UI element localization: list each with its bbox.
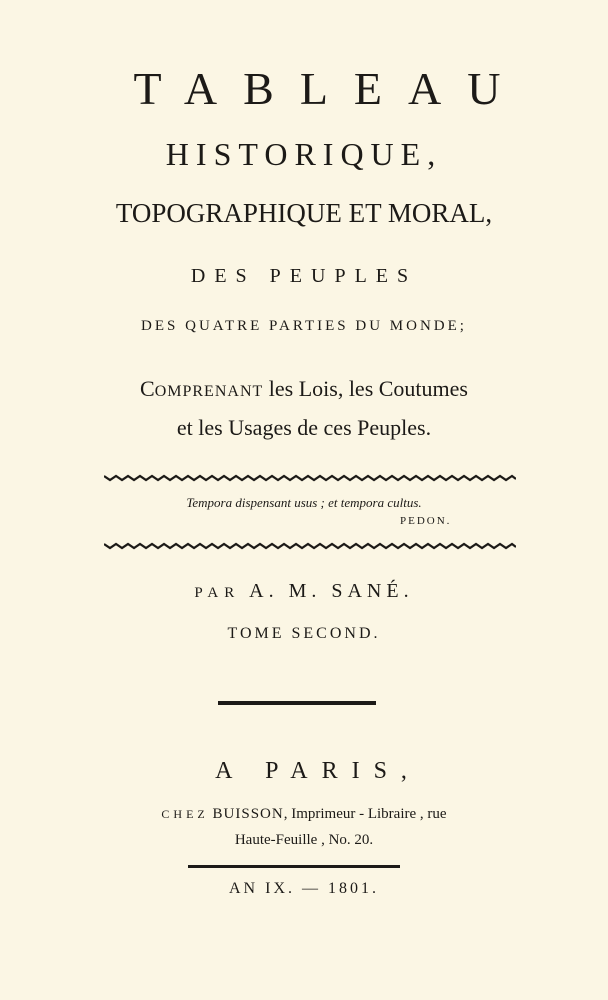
imprint-rule — [188, 865, 400, 868]
imprint-publisher: BUISSON — [212, 806, 284, 822]
comprenant-smallcaps: OMPRENANT — [154, 383, 264, 400]
imprint-year: AN IX. — 1801. — [229, 880, 379, 897]
comprenant-line — [0, 376, 608, 402]
imprint-occupation: , Imprimeur - Libraire , rue — [283, 806, 447, 822]
comprenant-initial: C — [140, 376, 155, 401]
author-prefix: PAR — [194, 585, 241, 601]
subtitle-historique: HISTORIQUE, — [165, 136, 443, 172]
separator-rule — [218, 701, 376, 705]
subtitle-quatre-parties: DES QUATRE PARTIES DU MONDE; — [141, 318, 467, 334]
volume-label: TOME SECOND. — [227, 625, 381, 642]
ornamental-rule-top — [104, 474, 516, 482]
author-name: A. M. SANÉ. — [249, 580, 414, 602]
imprint-publisher-line — [0, 806, 608, 823]
usages-line: et les Usages de ces Peuples. — [176, 415, 432, 440]
comprenant-rest: les Lois, les Coutumes — [263, 376, 468, 401]
main-title: TABLEAU — [133, 63, 527, 114]
imprint-chez: CHEZ — [161, 807, 209, 821]
subtitle-des-peuples: DES PEUPLES — [190, 265, 418, 287]
subtitle-topographique: TOPOGRAPHIQUE ET MORAL, — [115, 198, 493, 228]
author-line — [0, 580, 608, 603]
ornamental-rule-bottom — [104, 542, 516, 550]
imprint-address: Haute-Feuille , No. 20. — [234, 832, 374, 848]
epigraph-attribution: PEDON. — [400, 515, 452, 527]
epigraph-quote: Tempora dispensant usus ; et tempora cultus. — [186, 495, 422, 510]
imprint-city: A PARIS, — [215, 758, 421, 784]
